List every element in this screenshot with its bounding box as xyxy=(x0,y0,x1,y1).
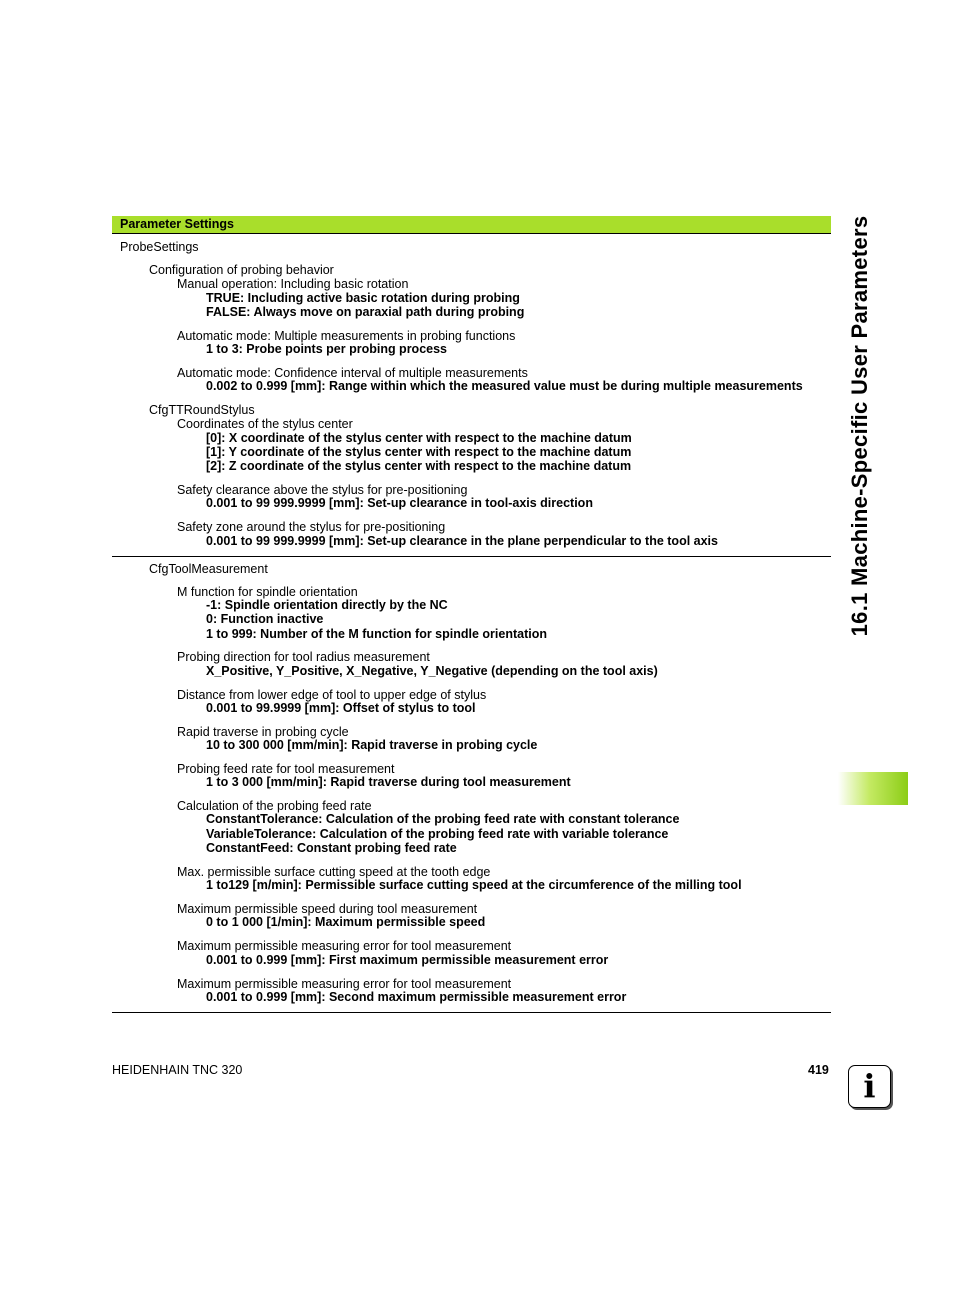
param-label: Calculation of the probing feed rate xyxy=(177,799,372,813)
param-value: [1]: Y coordinate of the stylus center with respect to the machine datum xyxy=(206,445,632,459)
param-value: TRUE: Including active basic rotation during probing xyxy=(206,291,520,305)
param-value: -1: Spindle orientation directly by the NC xyxy=(206,598,448,612)
chapter-tab xyxy=(838,772,908,805)
param-label: Safety clearance above the stylus for pre-positioning xyxy=(177,483,468,497)
param-label: M function for spindle orientation xyxy=(177,585,358,599)
param-value: ConstantTolerance: Calculation of the probing feed rate with constant tolerance xyxy=(206,812,680,826)
probe-settings-label: ProbeSettings xyxy=(120,240,199,254)
param-label: Rapid traverse in probing cycle xyxy=(177,725,349,739)
param-label: Automatic mode: Confidence interval of multiple measurements xyxy=(177,366,528,380)
divider xyxy=(112,1012,831,1013)
param-label: Probing feed rate for tool measurement xyxy=(177,762,395,776)
param-label: Maximum permissible measuring error for tool measurement xyxy=(177,939,512,953)
divider xyxy=(112,556,831,557)
param-label: Max. permissible surface cutting speed at the tooth edge xyxy=(177,865,491,879)
param-value: 0 to 1 000 [1/min]: Maximum permissible speed xyxy=(206,915,486,929)
param-value: [0]: X coordinate of the stylus center with respect to the machine datum xyxy=(206,431,632,445)
table-title: Parameter Settings xyxy=(120,217,234,231)
param-value: 0.002 to 0.999 [mm]: Range within which the measured value must be during multiple measurements xyxy=(206,379,803,393)
param-value: 10 to 300 000 [mm/min]: Rapid traverse in probing cycle xyxy=(206,738,538,752)
round-stylus-label: CfgTTRoundStylus xyxy=(149,403,255,417)
section-title xyxy=(840,216,880,636)
table-header xyxy=(112,216,831,234)
param-value: ConstantFeed: Constant probing feed rate xyxy=(206,841,457,855)
param-label: Distance from lower edge of tool to upper edge of stylus xyxy=(177,688,487,702)
param-value: VariableTolerance: Calculation of the probing feed rate with variable tolerance xyxy=(206,827,669,841)
tool-measurement-label: CfgToolMeasurement xyxy=(149,562,268,576)
param-label: Safety zone around the stylus for pre-positioning xyxy=(177,520,446,534)
param-value: [2]: Z coordinate of the stylus center with respect to the machine datum xyxy=(206,459,632,473)
configuration-label: Configuration of probing behavior xyxy=(149,263,334,277)
param-label: Maximum permissible speed during tool measurement xyxy=(177,902,478,916)
param-value: 0.001 to 0.999 [mm]: First maximum permissible measurement error xyxy=(206,953,609,967)
param-label: Manual operation: Including basic rotation xyxy=(177,277,409,291)
param-value: 1 to 999: Number of the M function for spindle orientation xyxy=(206,627,547,641)
param-value: 0: Function inactive xyxy=(206,612,324,626)
param-label: Coordinates of the stylus center xyxy=(177,417,353,431)
param-value: 1 to 3 000 [mm/min]: Rapid traverse during tool measurement xyxy=(206,775,571,789)
param-value: X_Positive, Y_Positive, X_Negative, Y_Negative (depending on the tool axis) xyxy=(206,664,658,678)
footer-product: HEIDENHAIN TNC 320 xyxy=(112,1063,243,1077)
section-title-text: 16.1 Machine-Specific User Parameters xyxy=(847,215,872,637)
param-label: Maximum permissible measuring error for tool measurement xyxy=(177,977,512,991)
param-value: 0.001 to 99 999.9999 [mm]: Set-up clearance in the plane perpendicular to the tool axis xyxy=(206,534,718,548)
info-icon: i xyxy=(848,1065,891,1108)
param-value: 0.001 to 99.9999 [mm]: Offset of stylus to tool xyxy=(206,701,476,715)
param-value: 1 to129 [m/min]: Permissible surface cutting speed at the circumference of the milling tool xyxy=(206,878,742,892)
param-label: Probing direction for tool radius measurement xyxy=(177,650,430,664)
param-value: 1 to 3: Probe points per probing process xyxy=(206,342,448,356)
param-label: Automatic mode: Multiple measurements in probing functions xyxy=(177,329,516,343)
param-value: 0.001 to 0.999 [mm]: Second maximum permissible measurement error xyxy=(206,990,627,1004)
page-number: 419 xyxy=(808,1063,829,1077)
param-value: 0.001 to 99 999.9999 [mm]: Set-up clearance in tool-axis direction xyxy=(206,496,593,510)
param-value: FALSE: Always move on paraxial path during probing xyxy=(206,305,525,319)
